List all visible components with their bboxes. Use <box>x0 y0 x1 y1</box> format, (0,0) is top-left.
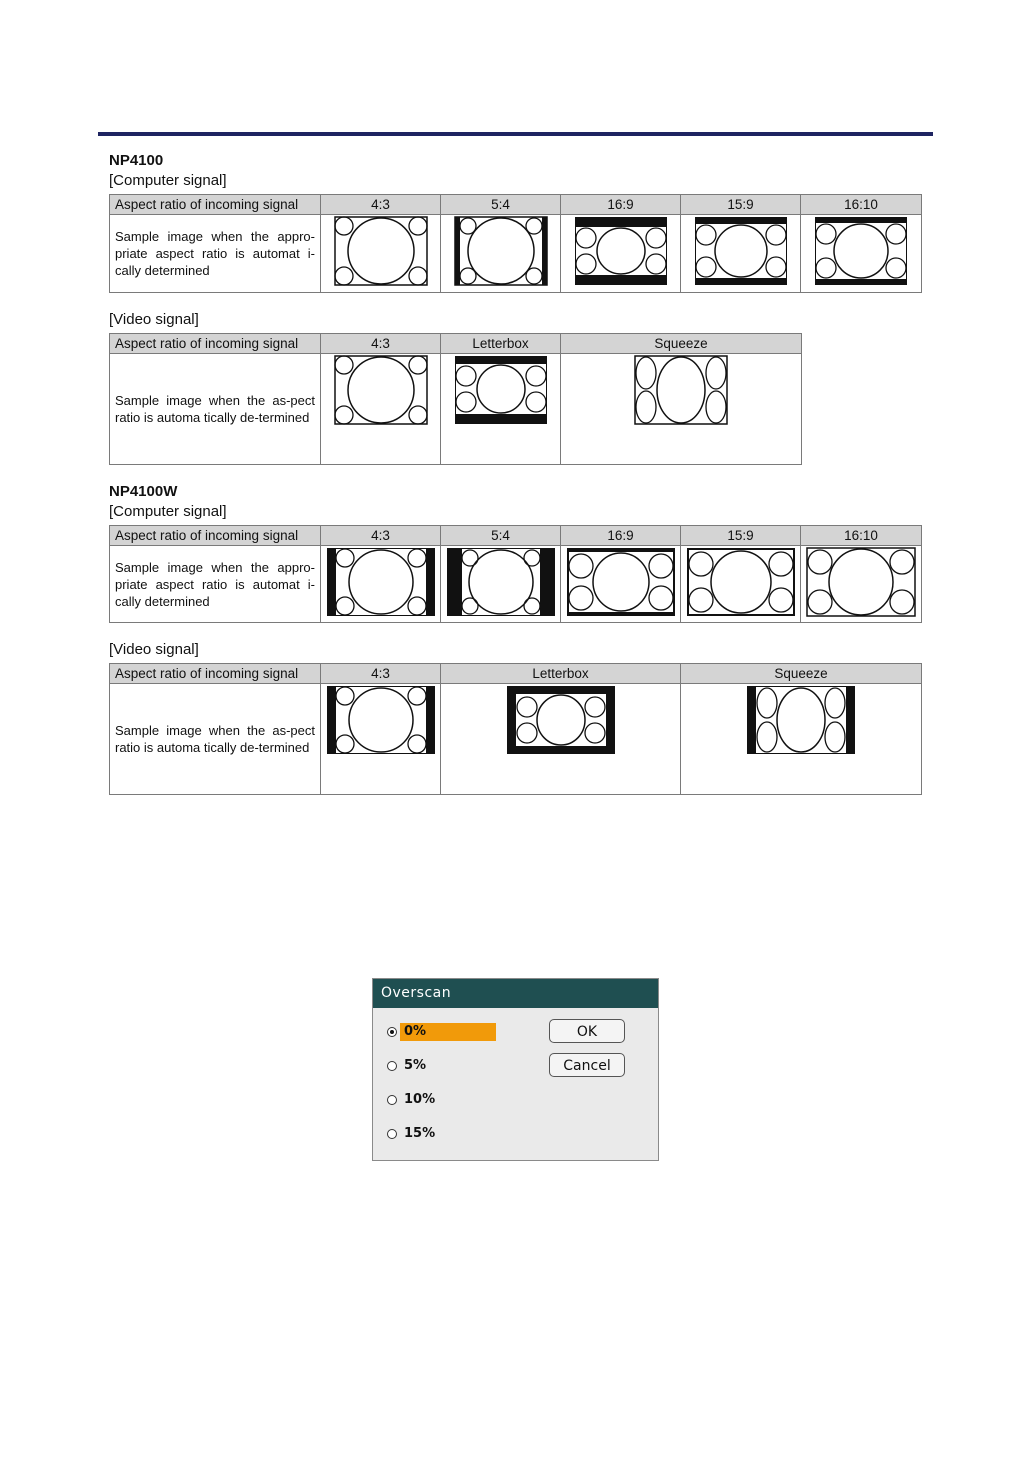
radio-selected-icon[interactable] <box>387 1027 397 1037</box>
overscan-option-15[interactable] <box>387 1125 435 1143</box>
aspect-table-np4100-video <box>109 333 802 465</box>
aspect-table-np4100-computer <box>109 194 922 293</box>
header-cell: Aspect ratio of incoming signal <box>110 664 321 684</box>
section-title-video: [Video signal] <box>109 311 199 328</box>
sample-letterbox-image <box>454 354 548 426</box>
overscan-option-5[interactable] <box>387 1057 426 1075</box>
header-cell: Aspect ratio of incoming signal <box>110 526 321 546</box>
column-header: Letterbox <box>441 664 681 684</box>
radio-icon[interactable] <box>387 1061 397 1071</box>
column-header: 4:3 <box>321 526 441 546</box>
column-header: 15:9 <box>681 526 801 546</box>
ok-button[interactable]: OK <box>549 1019 625 1043</box>
overscan-dialog <box>372 978 659 1161</box>
column-header: 16:9 <box>561 526 681 546</box>
sample-4-3-image <box>334 215 428 287</box>
model-title-np4100: NP4100 <box>109 152 164 169</box>
sample-5-4-image <box>446 546 556 618</box>
overscan-option-0[interactable] <box>387 1023 496 1041</box>
option-label: 0% <box>400 1023 496 1041</box>
dialog-title: Overscan <box>373 979 658 1008</box>
row-description: Sample image when the as-pect ratio is automa tically de-termined <box>110 684 321 795</box>
column-header: 4:3 <box>321 334 441 354</box>
row-description: Sample image when the appro-priate aspect ratio is automat i-cally determined <box>110 546 321 623</box>
model-title-np4100w: NP4100W <box>109 483 178 500</box>
cancel-button[interactable]: Cancel <box>549 1053 625 1077</box>
column-header: 5:4 <box>441 195 561 215</box>
section-title-computer: [Computer signal] <box>109 172 227 189</box>
sample-squeeze-image <box>634 354 728 426</box>
column-header: 16:9 <box>561 195 681 215</box>
sample-16-9-image <box>566 546 676 618</box>
section-title-video: [Video signal] <box>109 641 199 658</box>
column-header: 16:10 <box>801 195 922 215</box>
column-header: 15:9 <box>681 195 801 215</box>
sample-5-4-image <box>454 215 548 287</box>
sample-4-3-image <box>326 546 436 618</box>
column-header: 16:10 <box>801 526 922 546</box>
column-header: Letterbox <box>441 334 561 354</box>
header-cell: Aspect ratio of incoming signal <box>110 195 321 215</box>
sample-letterbox-image <box>506 684 616 756</box>
option-label: 10% <box>404 1092 436 1107</box>
sample-16-10-image <box>806 546 916 618</box>
sample-16-9-image <box>574 215 668 287</box>
sample-16-10-image <box>814 215 908 287</box>
radio-icon[interactable] <box>387 1129 397 1139</box>
column-header: Squeeze <box>681 664 922 684</box>
column-header: 5:4 <box>441 526 561 546</box>
column-header: 4:3 <box>321 195 441 215</box>
header-cell: Aspect ratio of incoming signal <box>110 334 321 354</box>
header-rule <box>98 132 933 136</box>
sample-15-9-image <box>694 215 788 287</box>
sample-4-3-image <box>334 354 428 426</box>
sample-4-3-image <box>326 684 436 756</box>
option-label: 15% <box>404 1126 436 1141</box>
option-label: 5% <box>404 1058 427 1073</box>
aspect-table-np4100w-video <box>109 663 922 795</box>
row-description: Sample image when the as-pect ratio is automa tically de-termined <box>110 354 321 465</box>
sample-squeeze-image <box>746 684 856 756</box>
sample-15-9-image <box>686 546 796 618</box>
column-header: 4:3 <box>321 664 441 684</box>
radio-icon[interactable] <box>387 1095 397 1105</box>
aspect-table-np4100w-computer <box>109 525 922 623</box>
row-description: Sample image when the appro-priate aspect ratio is automat i-cally determined <box>110 215 321 293</box>
column-header: Squeeze <box>561 334 802 354</box>
section-title-computer: [Computer signal] <box>109 503 227 520</box>
overscan-option-10[interactable] <box>387 1091 435 1109</box>
